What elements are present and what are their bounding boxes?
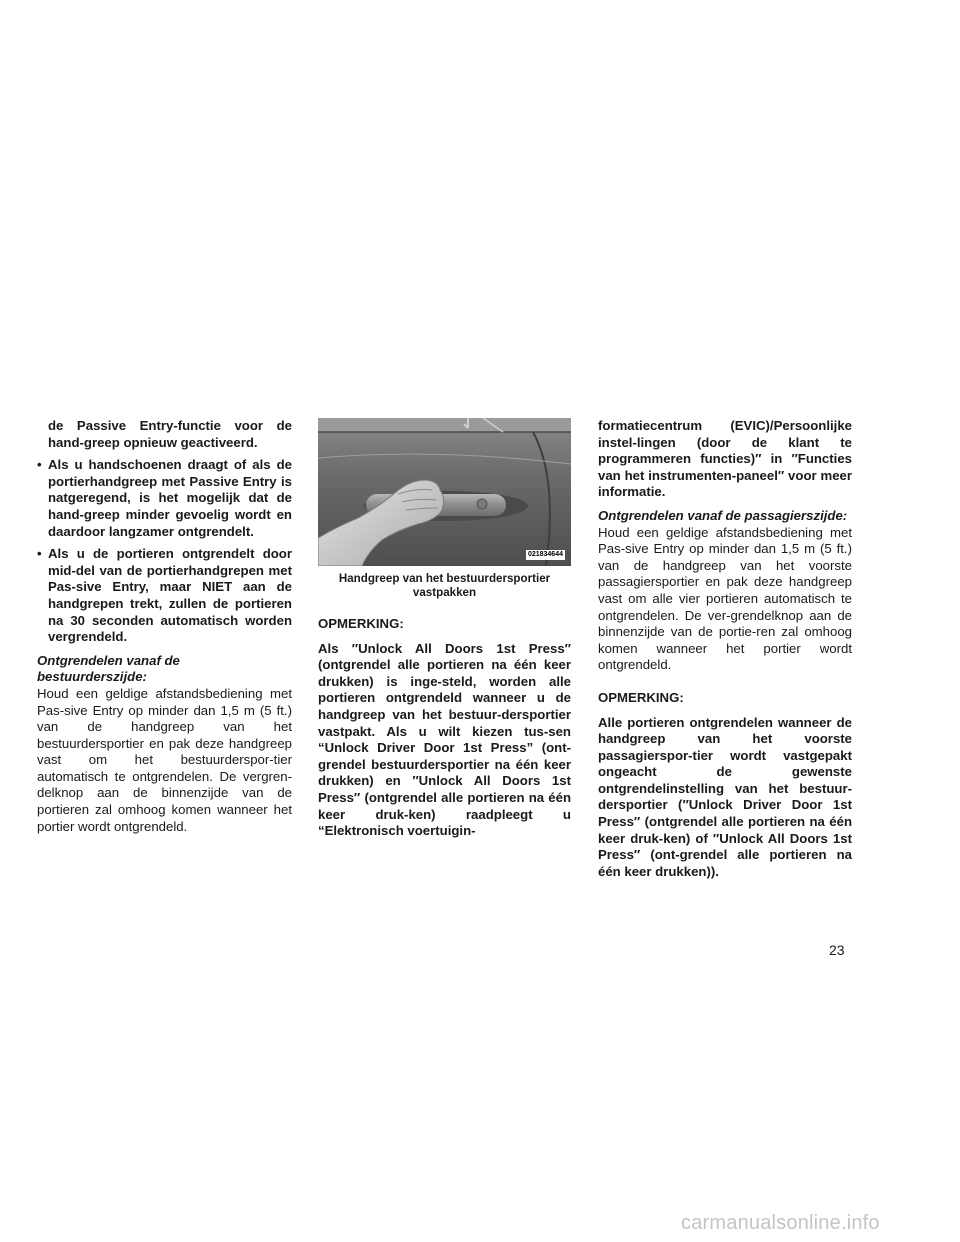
continued-text: formatiecentrum (EVIC)/Persoonlijke instel-lingen (door de klant te programmeren functies)″ in ″Functies van het instrumenten-paneel″ voor meer informatie.	[598, 418, 852, 500]
section-heading-driver-side: Ontgrendelen vanaf de bestuurderszijde:	[37, 652, 180, 685]
note-title: OPMERKING:	[598, 689, 684, 705]
section-heading-passenger-side: Ontgrendelen vanaf de passagierszijde:	[598, 507, 848, 523]
bullet-icon: •	[37, 457, 42, 473]
continued-text: de Passive Entry-functie voor de hand-greep opnieuw geactiveerd.	[48, 418, 292, 450]
figure-caption-line2: vastpakken	[412, 586, 477, 599]
note-title: OPMERKING:	[318, 616, 404, 631]
column-left	[37, 418, 292, 835]
door-handle-figure	[318, 418, 571, 566]
hand-gripping-handle-illustration	[318, 418, 571, 566]
figure-id-label: 021834644	[527, 551, 563, 558]
figure-caption-line1: Handgreep van het bestuurdersportier	[338, 572, 551, 585]
bullet-text: Als u handschoenen draagt of als de portierhandgreep met Passive Entry is natgeregend, is het mogelijk dat de hand-greep minder gevoelig wordt en daardoor langzamer ontgrendelt.	[48, 457, 292, 539]
page-number: 23	[829, 942, 845, 958]
column-right	[598, 418, 852, 880]
bullet-icon: •	[37, 546, 42, 562]
watermark: carmanualsonline.info	[681, 1212, 880, 1234]
bullet-text: Als u de portieren ontgrendelt door mid-del van de portierhandgrepen met Pas-sive Entry, maar NIET aan de handgrepen trekt, zullen de portieren na 30 seconden automatisch worden vergrendeld.	[48, 546, 292, 645]
note-body: Alle portieren ontgrendelen wanneer de handgreep van het voorste passagierspor-tier wordt vastgepakt ongeacht de gewenste ontgrendelinstelling van het bestuur-dersportier (″Unlock Driver Door 1st Press″ (ontgrendel alle portieren na één keer druk-ken) of ″Unlock All Doors 1st Press″ (ont-grendel alle portieren na één keer drukken)).	[598, 714, 852, 879]
bullet-item-auto-lock	[37, 546, 292, 646]
figure-caption	[318, 572, 571, 600]
section-body-passenger-side: Houd een geldige afstandsbediening met Pas-sive Entry op minder dan 1,5 m (5 ft.) van de handgreep van het voorste passagiersportier en pak deze handgreep vast om alle vier portieren automatisch te ontgrendelen. De ver-grendelknop aan de binnenzijde van de portie-ren zal omhoog komen wanneer het portier wordt ontgrendeld.	[598, 524, 852, 673]
section-body-driver-side: Houd een geldige afstandsbediening met Pas-sive Entry op minder dan 1,5 m (5 ft.) van de handgreep van het bestuurdersportier en pak deze handgreep vast om het bestuurderspor-tier automatisch te ontgrendelen. De vergren-delknop aan de binnenzijde van de portieren zal omhoog komen wanneer het portier wordt ontgrendeld.	[37, 685, 292, 834]
column-middle	[318, 418, 571, 840]
note-body: Als ″Unlock All Doors 1st Press″ (ontgrendel alle portieren na één keer drukken) is inge-steld, worden alle portieren ontgrendeld wanneer u de handgreep van het bestuur-dersportier vastpakt. Als u wilt kiezen tus-sen “Unlock Driver Door 1st Press” (ont-grendel bestuurdersportier na één keer drukken) en ″Unlock All Doors 1st Press″ (ontgrendel alle portieren na één keer druk-ken) raadpleegt u “Elektronisch voertuigin-	[318, 640, 571, 839]
bullet-item-gloves	[37, 457, 292, 540]
